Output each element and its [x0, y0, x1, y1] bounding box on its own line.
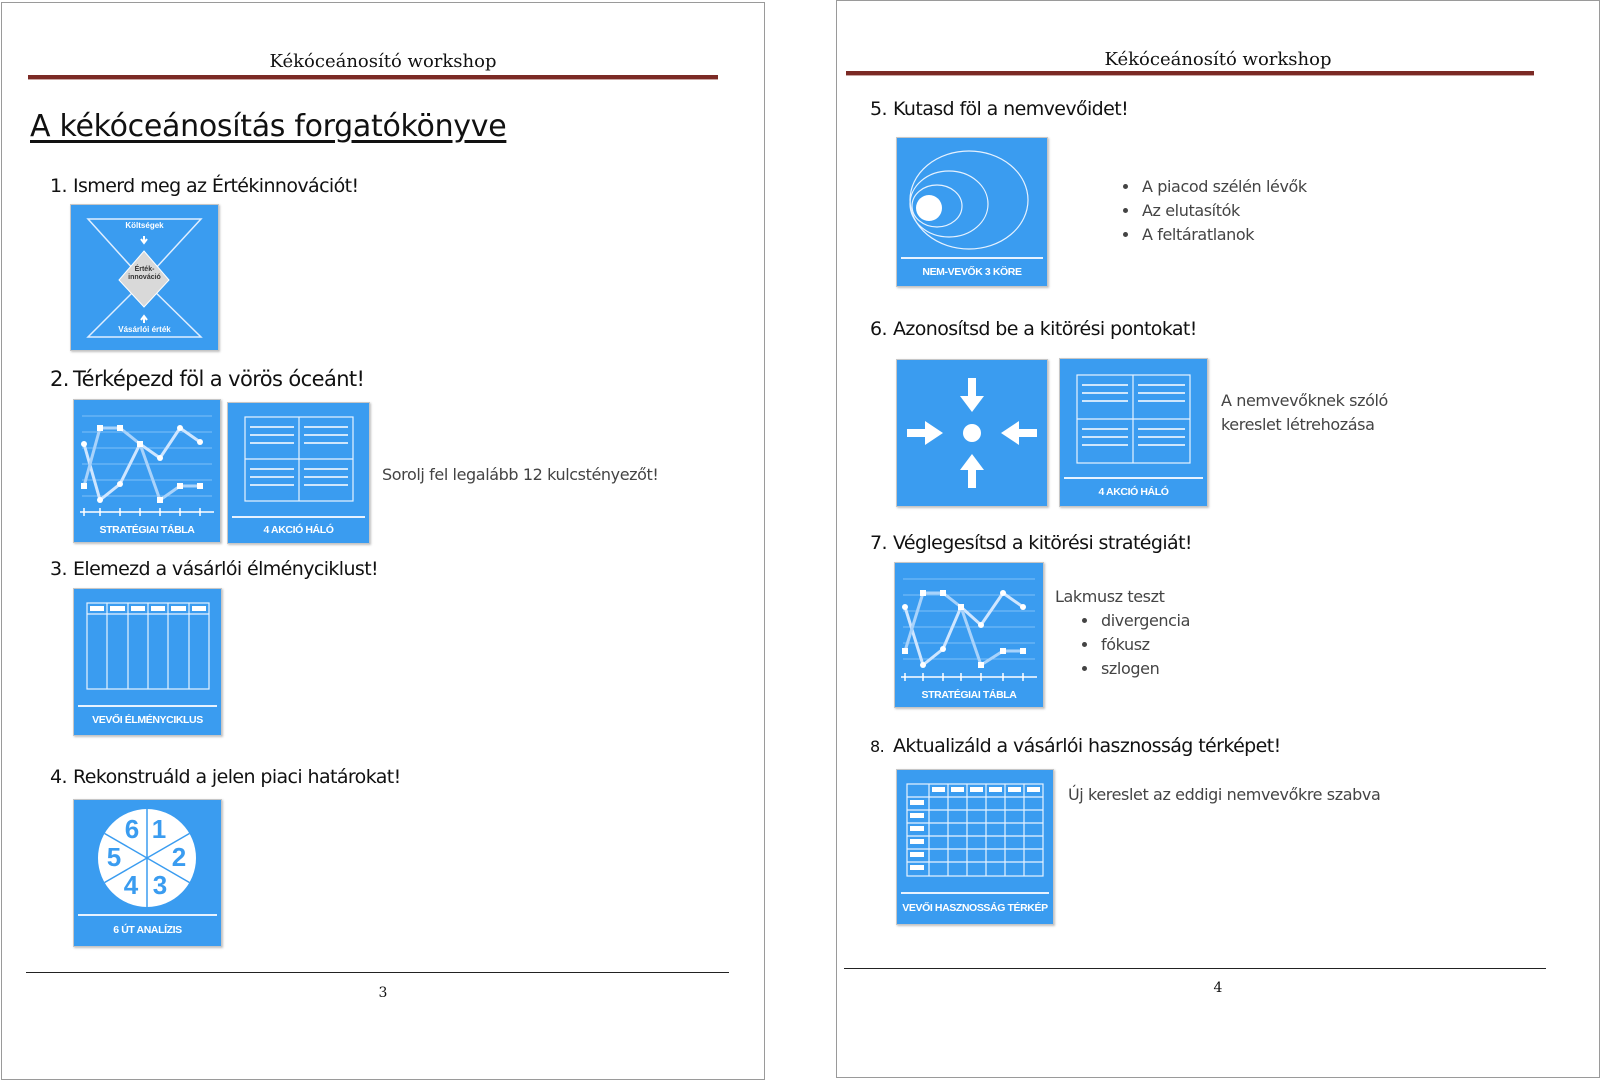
list-item: • A feltáratlanok	[1140, 223, 1307, 247]
tile-caption: NEM-VEVŐK 3 KÖRE	[922, 266, 1022, 278]
step-number: 5.	[870, 98, 887, 120]
tile-caption: VEVŐI HASZNOSSÁG TÉRKÉP	[902, 902, 1048, 914]
value-innovation-figure	[70, 204, 219, 351]
step-2-note: Sorolj fel legalább 12 kulcstényezőt!	[382, 465, 659, 484]
caption-rule	[232, 516, 365, 518]
page-title: A kékóceánosítás forgatókönyve	[30, 109, 507, 144]
step-number: 3.	[50, 558, 67, 580]
tile-caption: 4 AKCIÓ HÁLÓ	[263, 524, 334, 536]
step-text: Elemezd a vásárlói élményciklust!	[73, 558, 379, 580]
tile-caption: 4 AKCIÓ HÁLÓ	[1098, 486, 1169, 498]
caption-rule	[1064, 477, 1203, 479]
noncustomer-tier-list	[1116, 175, 1307, 247]
step-7-notes	[1055, 585, 1190, 681]
costs-label: Költségek	[125, 221, 164, 230]
tile-caption: 6 ÚT ANALÍZIS	[113, 924, 182, 936]
step-number: 8.	[870, 737, 885, 756]
six-paths-number: 5	[106, 842, 122, 872]
litmus-test-title: Lakmusz teszt	[1055, 587, 1165, 606]
value-innovation-label-line-1: Érték-	[134, 266, 155, 273]
four-actions-figure	[1059, 358, 1208, 507]
litmus-test-list	[1055, 609, 1190, 681]
breakout-points-figure	[896, 359, 1048, 507]
document-page-4	[836, 0, 1600, 1078]
tile-caption: VEVŐI ÉLMÉNYCIKLUS	[92, 714, 203, 726]
step-6	[870, 318, 1197, 340]
noncustomers-figure	[896, 137, 1048, 287]
six-paths-number: 6	[124, 814, 140, 844]
list-item: • szlogen	[1099, 657, 1190, 681]
step-text: Aktualizáld a vásárlói hasznosság térképet!	[893, 735, 1281, 757]
buyer-utility-map-figure	[896, 769, 1054, 925]
step-5-notes	[1116, 175, 1307, 247]
six-paths-number: 4	[123, 870, 139, 900]
step-number: 7.	[870, 532, 887, 554]
list-item: • Az elutasítók	[1140, 199, 1307, 223]
value-innovation-label-line-2: innováció	[128, 274, 161, 281]
caption-rule	[78, 705, 217, 707]
list-item: • fókusz	[1099, 633, 1190, 657]
step-2	[50, 367, 364, 391]
tile-caption: STRATÉGIAI TÁBLA	[99, 524, 195, 536]
step-8	[870, 735, 1281, 757]
step-3	[50, 558, 378, 580]
step-6-note: A nemvevőknek szóló kereslet létrehozása	[1221, 391, 1388, 434]
step-text: Térképezd föl a vörös óceánt!	[73, 367, 365, 391]
page-number: 4	[1213, 980, 1223, 996]
value-innovation-label	[71, 266, 218, 282]
step-text: Kutasd föl a nemvevőidet!	[893, 98, 1129, 120]
buyer-value-label: Vásárlói érték	[118, 325, 171, 334]
step-number: 4.	[50, 766, 67, 788]
six-paths-number: 1	[151, 814, 167, 844]
buyer-experience-cycle-figure	[73, 588, 222, 736]
tile-caption: STRATÉGIAI TÁBLA	[921, 689, 1017, 701]
step-8-note: Új kereslet az eddigi nemvevőkre szabva	[1068, 785, 1381, 804]
caption-rule	[901, 257, 1043, 259]
caption-rule	[78, 914, 217, 916]
step-7	[870, 532, 1192, 554]
list-item: • divergencia	[1099, 609, 1190, 633]
page-header: Kékóceánosító workshop	[1104, 49, 1332, 70]
header-rule	[28, 75, 718, 80]
step-1	[50, 175, 358, 197]
step-5	[870, 98, 1128, 120]
list-item: • A piacod szélén lévők	[1140, 175, 1307, 199]
strategy-canvas-figure	[894, 562, 1044, 708]
six-paths-number: 3	[152, 870, 168, 900]
footer-rule	[844, 968, 1546, 969]
four-actions-figure	[227, 402, 370, 544]
header-rule	[846, 71, 1534, 76]
document-page-3	[1, 2, 765, 1080]
caption-rule	[901, 892, 1049, 894]
step-text: Azonosítsd be a kitörési pontokat!	[893, 318, 1197, 340]
page-number: 3	[378, 985, 388, 1001]
strategy-canvas-figure	[73, 399, 221, 543]
step-text: Rekonstruáld a jelen piaci határokat!	[73, 766, 401, 788]
six-paths-number: 2	[171, 842, 187, 872]
step-number: 2.	[50, 367, 69, 391]
step-text: Ismerd meg az Értékinnovációt!	[73, 175, 359, 197]
step-number: 1.	[50, 175, 67, 197]
step-number: 6.	[870, 318, 887, 340]
step-4	[50, 766, 401, 788]
six-paths-figure	[73, 799, 222, 947]
footer-rule	[26, 972, 729, 973]
page-header: Kékóceánosító workshop	[269, 51, 497, 72]
step-text: Véglegesítsd a kitörési stratégiát!	[893, 532, 1192, 554]
